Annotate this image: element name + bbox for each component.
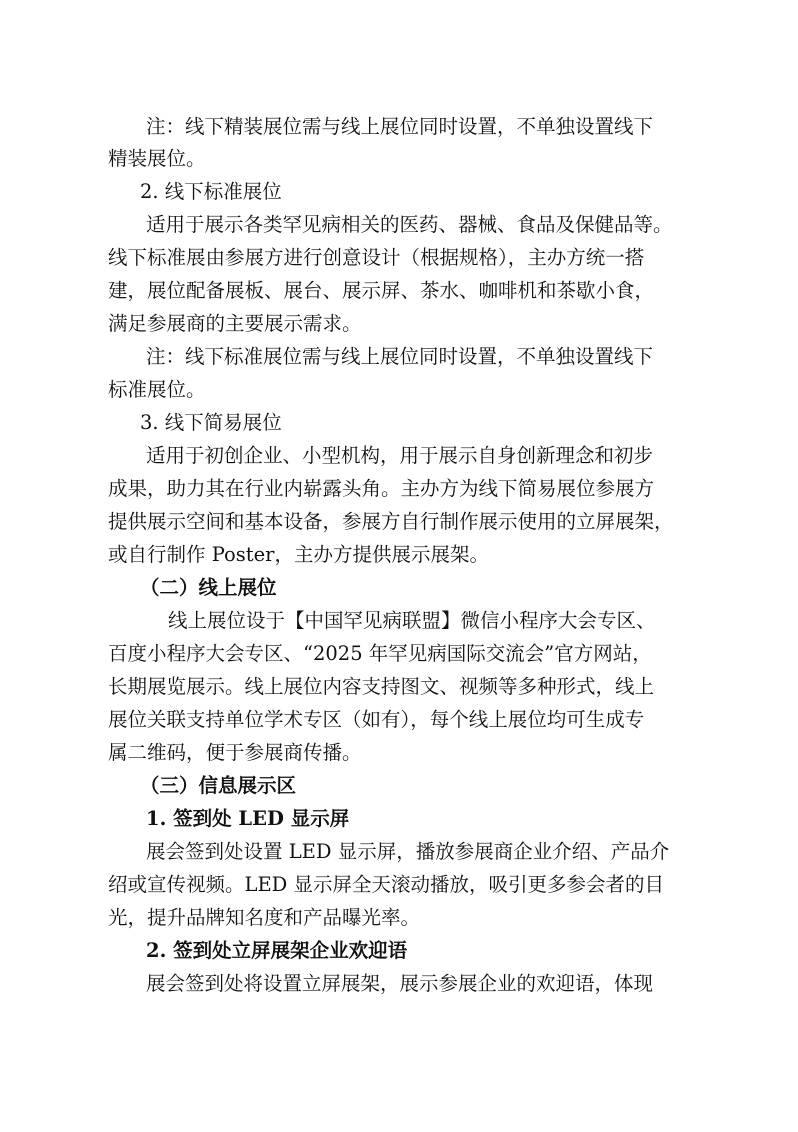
para-simple-booth-line2: 成果，助力其在行业内崭露头角。主办方为线下简易展位参展方 <box>108 477 655 500</box>
section-heading-online-booth: （二）线上展位 <box>140 576 277 599</box>
para-online-booth-line5: 属二维码，便于参展商传播。 <box>108 741 362 764</box>
para-led-screen-line2: 绍或宣传视频。LED 显示屏全天滚动播放，吸引更多参会者的目 <box>108 873 665 896</box>
para-simple-booth-line3: 提供展示空间和基本设备，参展方自行制作展示使用的立屏展架， <box>108 510 674 533</box>
note-premium-booth-line2: 精装展位。 <box>108 147 206 170</box>
para-simple-booth-line1: 适用于初创企业、小型机构，用于展示自身创新理念和初步 <box>146 444 654 467</box>
para-online-booth-line3: 长期展览展示。线上展位内容支持图文、视频等多种形式，线上 <box>108 675 655 698</box>
section-heading-info-area: （三）信息展示区 <box>140 774 297 797</box>
para-simple-booth-line4: 或自行制作 Poster，主办方提供展示展架。 <box>108 543 489 566</box>
para-welcome-stand-line1: 展会签到处将设置立屏展架，展示参展企业的欢迎语，体现 <box>146 972 654 995</box>
para-standard-booth-line4: 满足参展商的主要展示需求。 <box>108 312 362 335</box>
heading-standard-booth: 2. 线下标准展位 <box>140 180 282 203</box>
para-led-screen-line3: 光，提升品牌知名度和产品曝光率。 <box>108 906 421 929</box>
para-online-booth-line2: 百度小程序大会专区、“2025 年罕见病国际交流会”官方网站， <box>108 642 652 665</box>
note-standard-booth-line2: 标准展位。 <box>108 378 206 401</box>
heading-simple-booth: 3. 线下简易展位 <box>140 411 282 434</box>
para-online-booth-line4: 展位关联支持单位学术专区（如有），每个线上展位均可生成专 <box>108 708 645 731</box>
para-standard-booth-line3: 建，展位配备展板、展台、展示屏、茶水、咖啡机和茶歇小食， <box>108 279 655 302</box>
para-standard-booth-line2: 线下标准展由参展方进行创意设计（根据规格），主办方统一搭 <box>108 246 645 269</box>
heading-led-screen: 1. 签到处 LED 显示屏 <box>146 807 350 830</box>
heading-welcome-stand: 2. 签到处立屏展架企业欢迎语 <box>146 939 408 962</box>
para-led-screen-line1: 展会签到处设置 LED 显示屏，播放参展商企业介绍、产品介 <box>146 840 670 863</box>
para-standard-booth-line1: 适用于展示各类罕见病相关的医药、器械、食品及保健品等。 <box>146 213 673 236</box>
para-online-booth-line1: 线上展位设于【中国罕见病联盟】微信小程序大会专区、 <box>168 609 656 632</box>
note-premium-booth-line1: 注：线下精装展位需与线上展位同时设置，不单独设置线下 <box>146 115 654 138</box>
note-standard-booth-line1: 注：线下标准展位需与线上展位同时设置，不单独设置线下 <box>146 345 654 368</box>
